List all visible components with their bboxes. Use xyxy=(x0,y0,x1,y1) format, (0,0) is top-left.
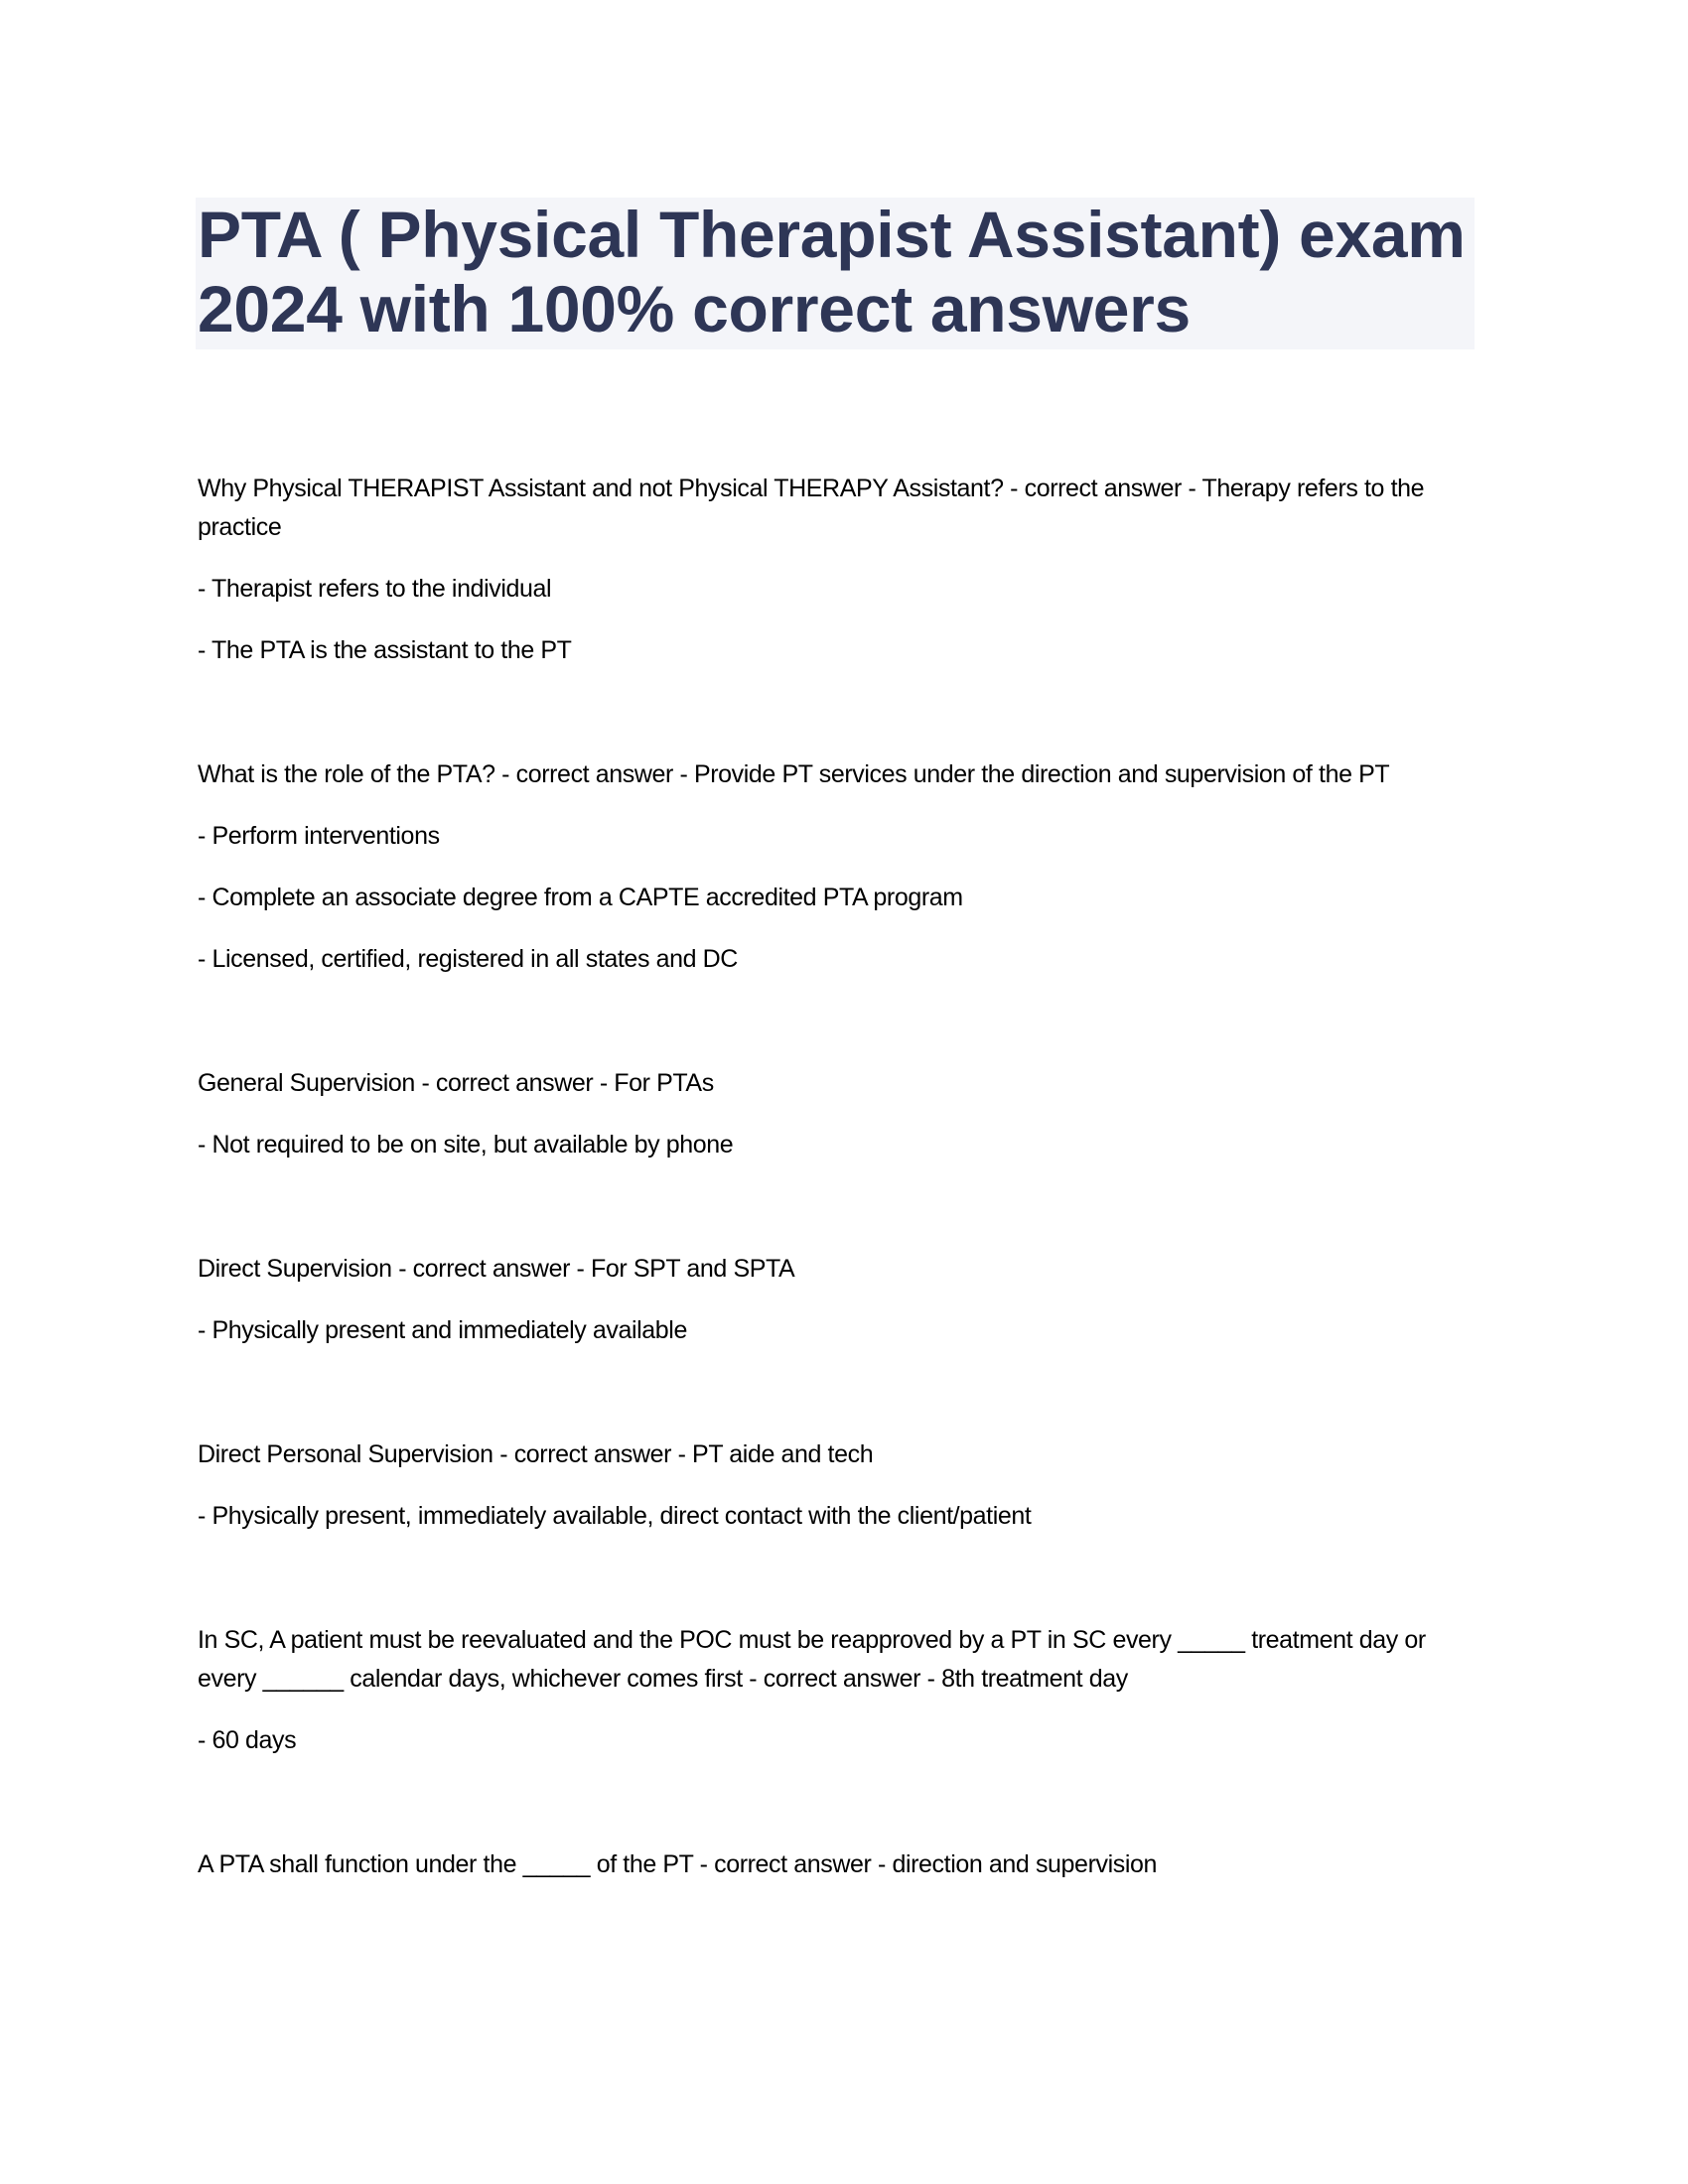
answer-point: - Licensed, certified, registered in all states and DC xyxy=(198,945,738,973)
question: Direct Supervision - correct answer - For SPT and SPTA xyxy=(198,1255,795,1283)
qa-item xyxy=(198,1435,1478,1536)
answer-point: - Complete an associate degree from a CAPTE accredited PTA program xyxy=(198,884,963,911)
question: In SC, A patient must be reevaluated and the POC must be reapproved by a PT in SC every _____ treatment day or every ______ calendar days, whichever comes first - correct answer - 8th treatment day xyxy=(198,1626,1426,1693)
qa-item xyxy=(198,470,1478,670)
qa-item xyxy=(198,1845,1478,1884)
qa-item xyxy=(198,1064,1478,1164)
document-title: PTA ( Physical Therapist Assistant) exam 2024 with 100% correct answers xyxy=(198,198,1466,345)
answer-point: - Not required to be on site, but available by phone xyxy=(198,1131,734,1159)
answer-point: - Physically present, immediately available, direct contact with the client/patient xyxy=(198,1502,1032,1530)
question: Direct Personal Supervision - correct answer - PT aide and tech xyxy=(198,1440,874,1468)
question: Why Physical THERAPIST Assistant and not Physical THERAPY Assistant? - correct answer - Therapy refers to the practice xyxy=(198,475,1425,541)
qa-item xyxy=(198,1250,1478,1350)
answer-point: - Perform interventions xyxy=(198,822,440,850)
answer-point: - Physically present and immediately available xyxy=(198,1316,687,1344)
answer-point: - Therapist refers to the individual xyxy=(198,575,552,603)
qa-item xyxy=(198,755,1478,979)
question: What is the role of the PTA? - correct answer - Provide PT services under the direction and supervision of the PT xyxy=(198,760,1390,788)
qa-item xyxy=(198,1621,1478,1760)
answer-point: - 60 days xyxy=(198,1726,297,1754)
answer-point: - The PTA is the assistant to the PT xyxy=(198,636,572,664)
question: General Supervision - correct answer - For PTAs xyxy=(198,1069,714,1097)
question: A PTA shall function under the _____ of the PT - correct answer - direction and supervision xyxy=(198,1850,1158,1878)
title-banner xyxy=(196,198,1475,349)
qa-list xyxy=(198,470,1478,1884)
